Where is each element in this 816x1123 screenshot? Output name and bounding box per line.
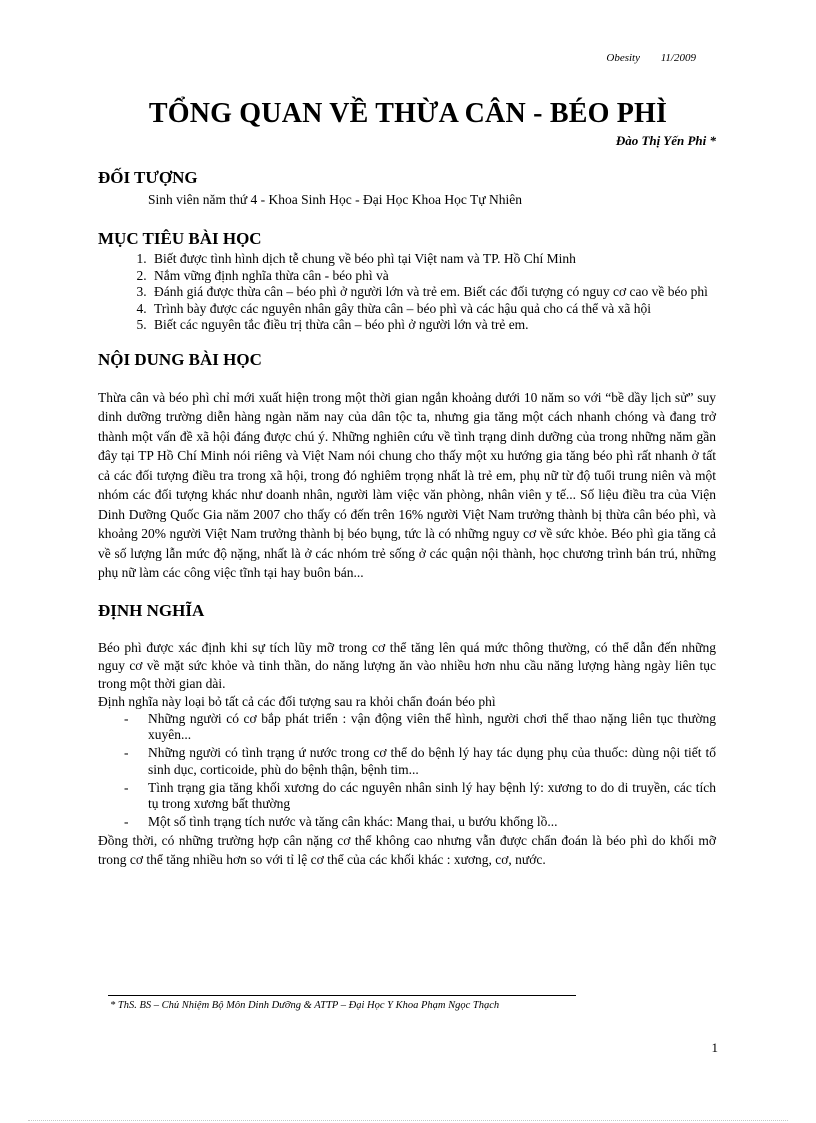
objective-item: 1. Biết được tình hình dịch tễ chung về béo phì tại Việt nam và TP. Hồ Chí Minh bbox=[150, 251, 716, 268]
author-name: Đào Thị Yến Phi * bbox=[615, 133, 716, 148]
page-number: 1 bbox=[711, 1040, 718, 1055]
footnote: * ThS. BS – Chủ Nhiệm Bộ Môn Dinh Dưỡng & ATTP – Đại Học Y Khoa Phạm Ngọc Thạch bbox=[110, 1000, 500, 1011]
objective-item: 4. Trình bày được các nguyên nhân gây thừa cân – béo phì và các hậu quả cho cá thể và xã hội bbox=[150, 301, 716, 318]
footnote-divider bbox=[108, 995, 576, 996]
content-heading: NỘI DUNG BÀI HỌC bbox=[98, 349, 262, 369]
definition-heading: ĐỊNH NGHĨA bbox=[98, 600, 205, 620]
definition-paragraph: Béo phì được xác định khi sự tích lũy mỡ trong cơ thể tăng lên quá mức thông thường, có thể dẫn đến những nguy cơ về mặt sức khỏe và tinh thần, do năng lượng ăn vào nhiều hơn nhu cầu năng lượng hàng ngày liên tục trong một thời gian dài. bbox=[98, 639, 716, 691]
objectives-heading: MỤC TIÊU BÀI HỌC bbox=[98, 229, 262, 248]
exclusion-item: - Những người có cơ bắp phát triển : vận động viên thể hình, người chơi thể thao nặng liên tục thường xuyên... bbox=[124, 711, 716, 744]
objective-item: 5. Biết các nguyên tắc điều trị thừa cân – béo phì ở người lớn và trẻ em. bbox=[150, 317, 716, 334]
definition-closing: Đồng thời, có những trường hợp cân nặng cơ thể không cao nhưng vẫn được chẩn đoán là béo phì do khối mỡ trong cơ thể tăng nhiều hơn so với tỉ lệ cơ thể của các khối khác : xương, cơ, nước. bbox=[98, 833, 716, 867]
exclusion-item: - Một số tình trạng tích nước và tăng cân khác: Mang thai, u bướu khổng lồ... bbox=[124, 814, 716, 831]
header-date: 11/2009 bbox=[660, 52, 696, 64]
document-body bbox=[98, 166, 716, 869]
page-bottom-border bbox=[28, 1120, 788, 1121]
running-header bbox=[606, 52, 696, 64]
content-paragraph: Thừa cân và béo phì chỉ mới xuất hiện trong một thời gian ngắn khoảng dưới 10 năm so với “bề dầy lịch sử” suy dinh dưỡng trường diễn hàng ngàn năm nay của dân tộc ta, nhưng gia tăng một cách nhanh chóng và đang trở thành một vấn đề xã hội đáng được chú ý. Những nghiên cứu về tình trạng dinh dưỡng của trong những năm gần đây tại TP Hồ Chí Minh nói riêng và Việt Nam nói chung cho thấy một xu hướng gia tăng béo phì rất nhanh ở tất cả các đối tượng điều tra trong xã hội, trong đó nghiêm trọng nhất là trẻ em, phụ nữ từ độ tuổi trung niên và một nhóm các đối tượng khác như doanh nhân, người làm việc văn phòng, nhân viên y tế... Số liệu điều tra của Viện Dinh Dưỡng Quốc Gia năm 2007 cho thấy có đến trên 16% người Việt Nam trưởng thành bị thừa cân béo phì, và khoảng 20% người Việt Nam trưởng thành bị béo bụng, tức là có những nguy cơ về sức khỏe. Béo phì gia tăng cả về số lượng lẫn mức độ nặng, nhất là ở các nhóm trẻ sống ở các quận nội thành, học chương trình bán trú, những phụ nữ làm các công việc tĩnh tại hay buôn bán... bbox=[98, 389, 716, 580]
definition-section bbox=[98, 599, 716, 870]
audience-section bbox=[98, 166, 716, 209]
objectives-section bbox=[98, 227, 716, 334]
objectives-list bbox=[98, 251, 716, 334]
objective-item: 2. Nắm vững định nghĩa thừa cân - béo phì và bbox=[150, 268, 716, 285]
objective-item: 3. Đánh giá được thừa cân – béo phì ở người lớn và trẻ em. Biết các đối tượng có nguy cơ cao về béo phì bbox=[150, 284, 716, 301]
exclusion-list bbox=[98, 711, 716, 831]
audience-heading: ĐỐI TƯỢNG bbox=[98, 168, 198, 187]
exclusion-intro: Định nghĩa này loại bỏ tất cả các đối tượng sau ra khỏi chẩn đoán béo phì bbox=[98, 693, 496, 709]
header-topic: Obesity bbox=[606, 52, 640, 64]
exclusion-item: - Những người có tình trạng ứ nước trong cơ thể do bệnh lý hay tác dụng phụ của thuốc: dùng nội tiết tố sinh dục, corticoide, phù do bệnh thận, bệnh tim... bbox=[124, 745, 716, 778]
document-title: TỔNG QUAN VỀ THỪA CÂN - BÉO PHÌ bbox=[148, 98, 668, 129]
content-section bbox=[98, 348, 716, 583]
audience-text: Sinh viên năm thứ 4 - Khoa Sinh Học - Đại Học Khoa Học Tự Nhiên bbox=[148, 192, 522, 207]
exclusion-item: - Tình trạng gia tăng khối xương do các nguyên nhân sinh lý hay bệnh lý: xương to do di truyền, các tích tụ trong xương bất thường bbox=[124, 780, 716, 813]
